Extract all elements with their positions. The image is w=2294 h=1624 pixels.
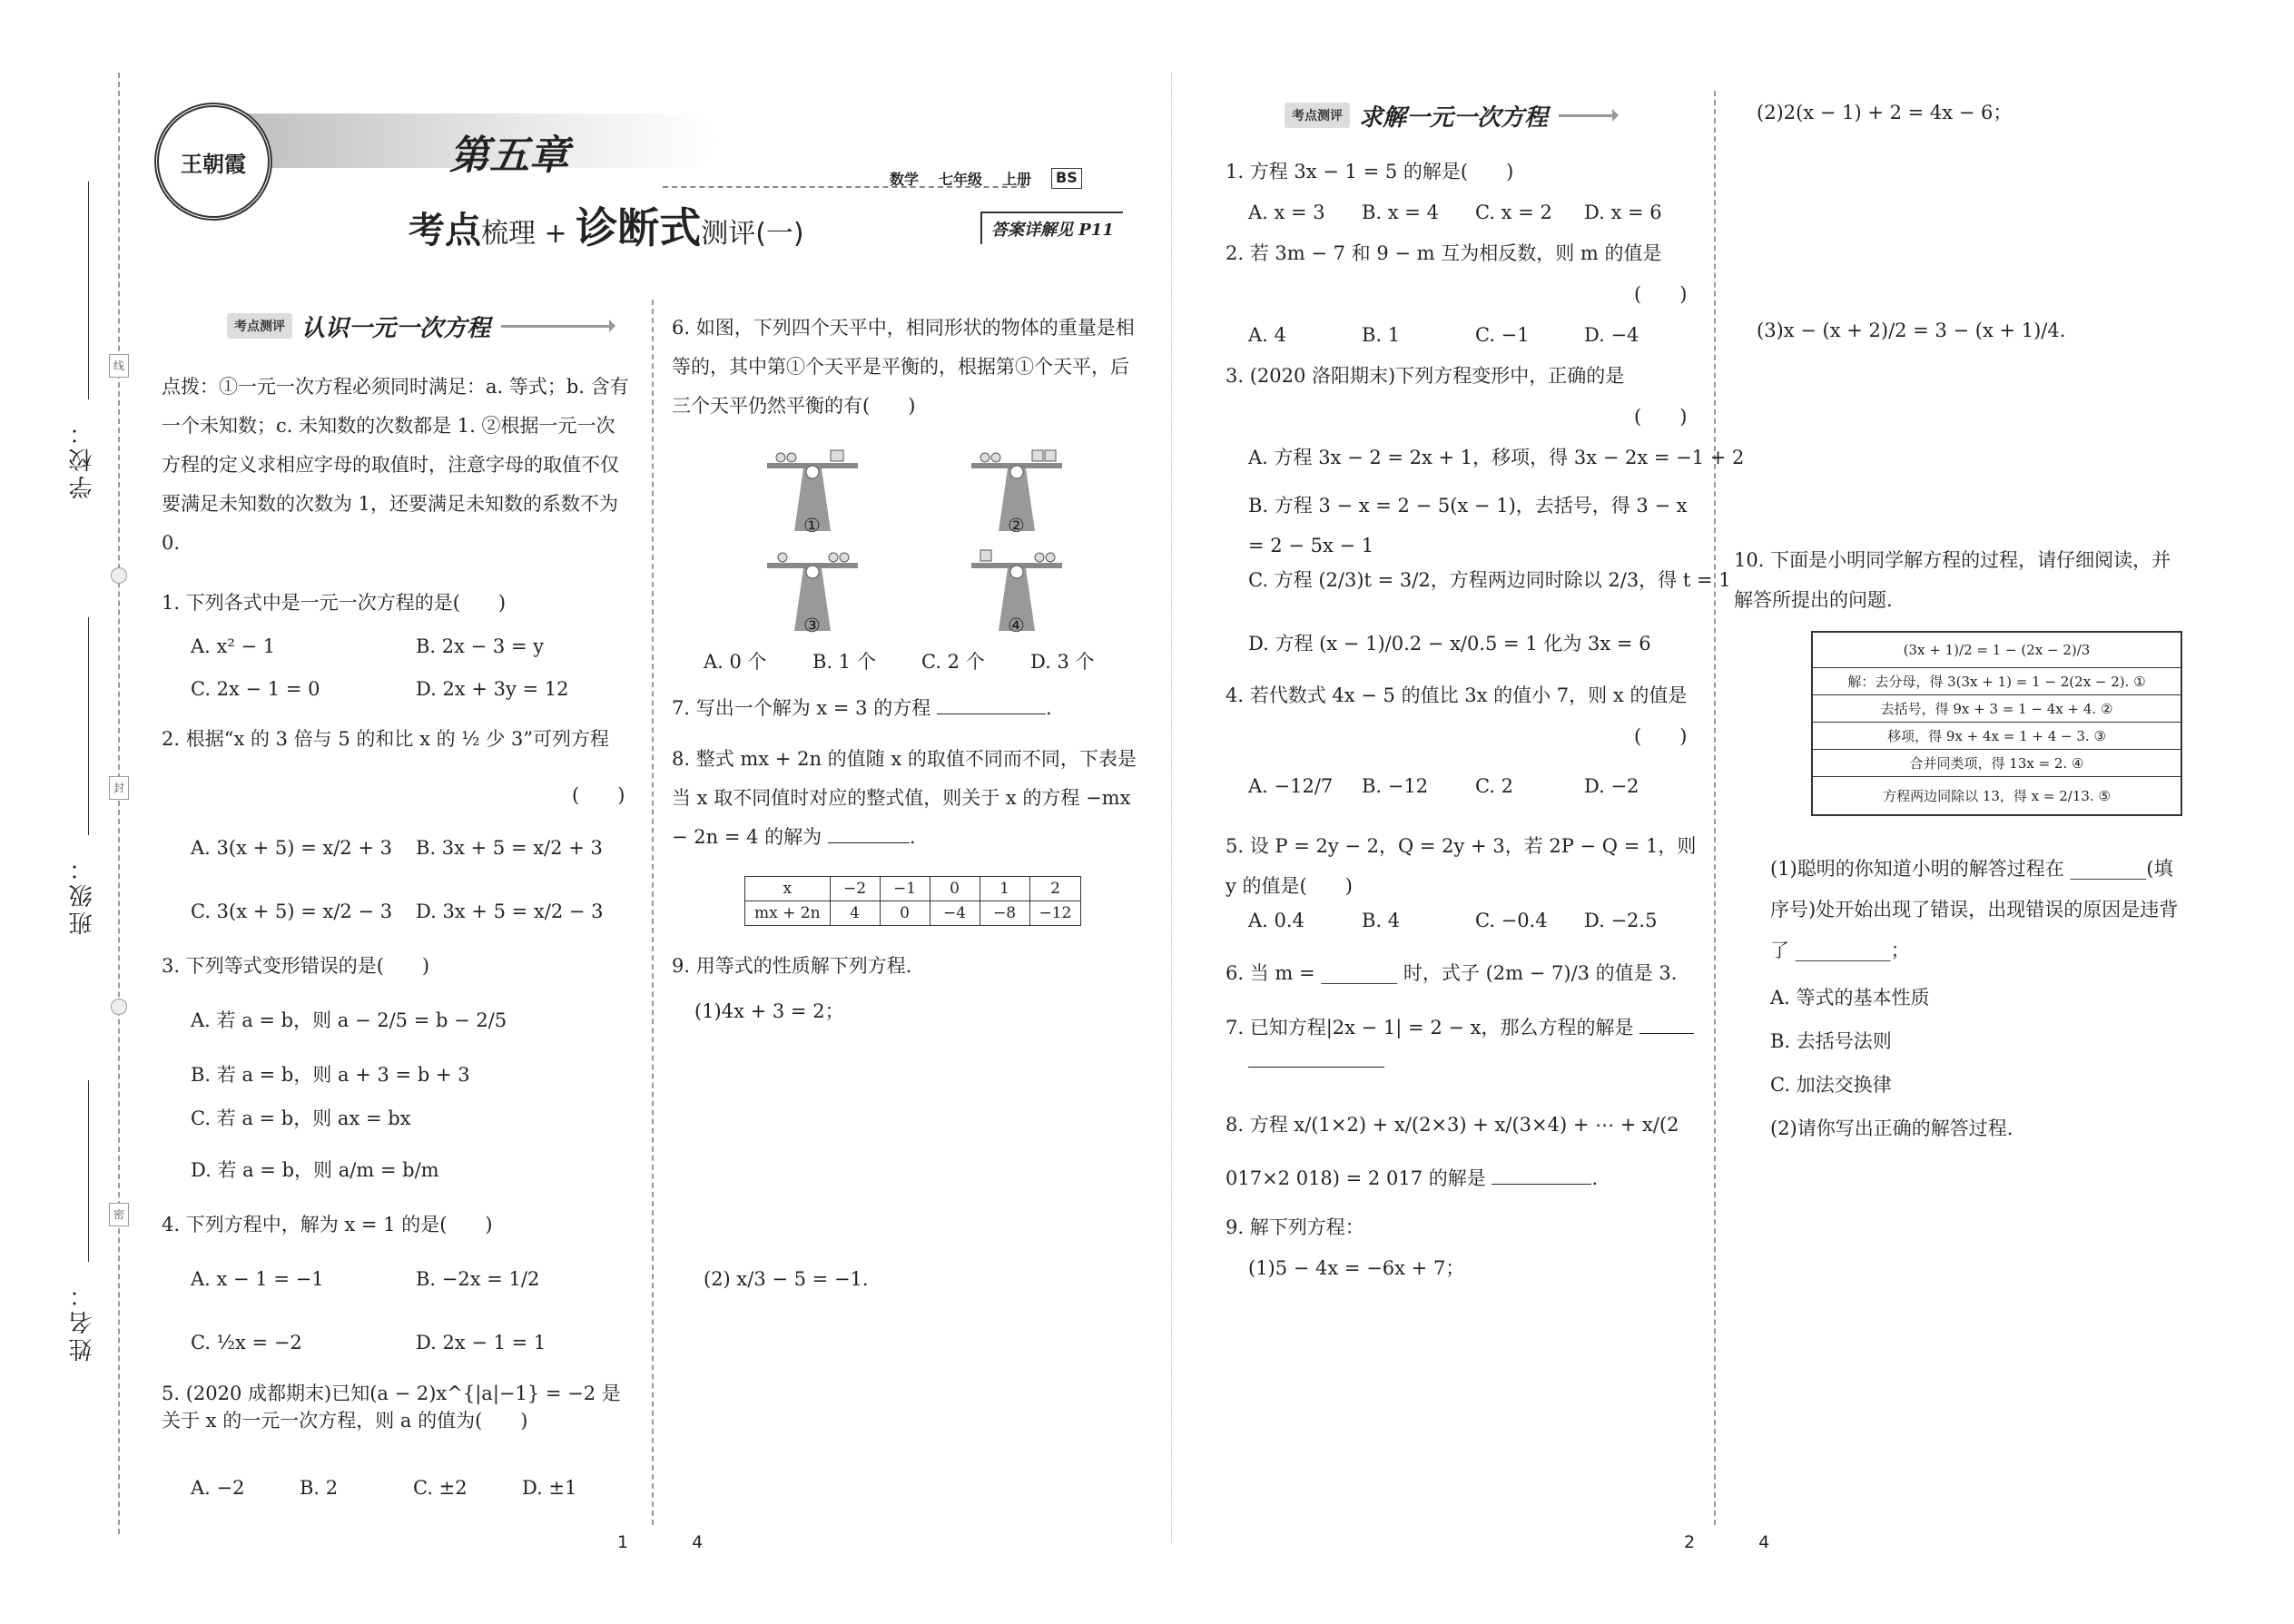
section-header-recognize: 考点测评 认识一元一次方程 (227, 309, 610, 343)
q7-answer-blank[interactable] (1639, 1033, 1694, 1034)
c1-q2-paren: ( ) (572, 784, 625, 806)
c3-q8: 8. 方程 x/(1×2) + x/(2×3) + x/(3×4) + ⋯ + x/(2 017×2 018) = 2 017 的解是 . (1226, 1114, 1679, 1189)
c4-q10: 10. 下面是小明同学解方程的过程，请仔细阅读，并解答所提出的问题. (1734, 549, 2171, 612)
c3-q4-opt-c[interactable]: C. 2 (1475, 775, 1514, 797)
center-divider (1171, 73, 1172, 1543)
c1-q1-opt-d[interactable]: D. 2x + 3y = 12 (416, 678, 569, 700)
school-label: 学校： (69, 418, 96, 499)
c1-q1-opt-b[interactable]: B. 2x − 3 = y (416, 635, 545, 657)
chapter-title: 第五章 (449, 133, 569, 179)
q8-answer-blank[interactable] (828, 842, 910, 843)
c3-q2-opt-b[interactable]: B. 1 (1362, 324, 1401, 346)
name-field[interactable] (88, 1080, 89, 1262)
c3-q4-paren: ( ) (1634, 725, 1688, 747)
c3-q1-opt-c[interactable]: C. x = 2 (1475, 202, 1552, 223)
c3-q1-opt-b[interactable]: B. x = 4 (1362, 202, 1439, 223)
c4-q10-2-answer-area[interactable] (1770, 1153, 2188, 1507)
binding-dashed-line (118, 73, 120, 1534)
brand-logo (154, 103, 272, 221)
c3-q2-opt-c[interactable]: C. −1 (1475, 324, 1530, 346)
c1-q5-opt-d[interactable]: D. ±1 (522, 1477, 577, 1499)
c1-q5-opt-b[interactable]: B. 2 (300, 1477, 339, 1499)
page-number-left: 1 4 (617, 1532, 704, 1552)
c2-q8: 8. 整式 mx + 2n 的值随 x 的取值不同而不同，下表是当 x 取不同值时对应的整式值，则关于 x 的方程 −mx − 2n = 4 的解为 . (672, 748, 1137, 849)
c3-q3-opt-b[interactable]: B. 方程 3 − x = 2 − 5(x − 1)，去括号，得 3 − x = 2 − 5x − 1 (1248, 495, 1688, 557)
c3-q9-1-answer-area[interactable] (1248, 1294, 1684, 1511)
c3-q4-opt-d[interactable]: D. −2 (1584, 775, 1639, 797)
c3-q2-paren: ( ) (1634, 283, 1688, 305)
c1-q2: 2. 根据“x 的 3 倍与 5 的和比 x 的 ½ 少 3”可列方程 (162, 728, 610, 750)
column-divider (652, 300, 654, 1525)
c4-q9-3-answer-area[interactable] (1757, 354, 2192, 527)
subject-tags: 数学 七年级 上册 BS (890, 168, 1082, 189)
c4-q9-2-answer-area[interactable] (1757, 136, 2192, 300)
binding-hole-icon (111, 999, 127, 1015)
c3-q2-opt-d[interactable]: D. −4 (1584, 324, 1639, 346)
c3-q4: 4. 若代数式 4x − 5 的值比 3x 的值小 7，则 x 的值是 (1226, 684, 1688, 706)
solution-row: 合并同类项，得 13x = 2. ④ (1813, 750, 2181, 777)
c3-q5-opt-c[interactable]: C. −0.4 (1475, 910, 1548, 931)
c1-q3-opt-b[interactable]: B. 若 a = b，则 a + 3 = b + 3 (191, 1064, 470, 1086)
class-label: 班级： (69, 853, 96, 935)
c1-q5-opt-a[interactable]: A. −2 (191, 1477, 245, 1499)
c1-q4: 4. 下列方程中，解为 x = 1 的是( ) (162, 1214, 493, 1235)
c3-q1: 1. 方程 3x − 1 = 5 的解是( ) (1226, 161, 1514, 182)
c3-q1-opt-d[interactable]: D. x = 6 (1584, 202, 1662, 223)
c1-q4-opt-a[interactable]: A. x − 1 = −1 (191, 1268, 324, 1290)
q9-2-answer-area[interactable] (694, 1307, 1130, 1507)
c3-q3-paren: ( ) (1634, 406, 1688, 428)
scale-label-4: ④ (1008, 615, 1025, 636)
c4-q10-opt-b[interactable]: B. 去括号法则 (1770, 1030, 1892, 1052)
c1-q2-opt-a[interactable]: A. 3(x + 5) = x/2 + 3 (191, 837, 392, 859)
school-field[interactable] (88, 182, 89, 399)
c1-q4-opt-b[interactable]: B. −2x = 1/2 (416, 1268, 540, 1290)
seal-mark-xian: 线 (109, 354, 129, 378)
scale-label-1: ① (803, 515, 821, 536)
table-row: mx + 2n 4 0 −4 −8 −12 (745, 901, 1081, 926)
c4-q10-1: (1)聪明的你知道小明的解答过程在 ________(填序号)处开始出现了错误，出现错误的原因是违背了 __________； (1770, 858, 2179, 962)
c1-q2-opt-c[interactable]: C. 3(x + 5) = x/2 − 3 (191, 901, 393, 922)
c3-q2-opt-a[interactable]: A. 4 (1248, 324, 1286, 346)
c1-q4-opt-d[interactable]: D. 2x − 1 = 1 (416, 1332, 546, 1353)
c2-q6-opt-a[interactable]: A. 0 个 (704, 651, 767, 673)
header-banner (136, 95, 1135, 259)
c1-q5: 5. (2020 成都期末)已知(a − 2)x^{|a|−1} = −2 是关于 x 的一元一次方程，则 a 的值为( ) (162, 1383, 621, 1432)
c1-q1-opt-a[interactable]: A. x² − 1 (191, 635, 276, 657)
column-divider (1714, 91, 1716, 1525)
c1-q4-opt-c[interactable]: C. ½x = −2 (191, 1332, 302, 1353)
table-row: x −2 −1 0 1 2 (745, 877, 1081, 901)
c1-q1: 1. 下列各式中是一元一次方程的是( ) (162, 592, 507, 614)
solution-row: 方程两边同除以 13，得 x = 2/13. ⑤ (1883, 788, 2111, 804)
c1-q3: 3. 下列等式变形错误的是( ) (162, 955, 430, 977)
c2-q6-opt-b[interactable]: B. 1 个 (812, 651, 876, 673)
section-arrow-icon (1559, 114, 1613, 117)
c3-q3-opt-c[interactable]: C. 方程 (2/3)t = 3/2，方程两边同时除以 2/3，得 t = 1 (1248, 569, 1731, 591)
solution-row: 移项，得 9x + 4x = 1 + 4 − 3. ③ (1813, 723, 2181, 750)
section-arrow-icon (501, 325, 610, 328)
c3-q3-opt-a[interactable]: A. 方程 3x − 2 = 2x + 1，移项，得 3x − 2x = −1 + 2 (1248, 447, 1745, 468)
solution-box (1811, 631, 2182, 816)
solution-row: 去括号，得 9x + 3 = 1 − 4x + 4. ② (1813, 695, 2181, 723)
c2-q9: 9. 用等式的性质解下列方程. (672, 955, 912, 977)
answer-reference: 答案详解见 P11 (980, 212, 1123, 244)
solution-row: (3x + 1)/2 = 1 − (2x − 2)/3 (1813, 633, 2181, 668)
seal-mark-feng: 封 (109, 776, 129, 800)
c3-q5-opt-b[interactable]: B. 4 (1362, 910, 1401, 931)
c3-q1-opt-a[interactable]: A. x = 3 (1248, 202, 1325, 223)
c2-q9-2: (2) x/3 − 5 = −1. (704, 1268, 869, 1290)
c4-q10-opt-a[interactable]: A. 等式的基本性质 (1770, 987, 1930, 1009)
c2-q6: 6. 如图，下列四个天平中，相同形状的物体的重量是相等的，其中第①个天平是平衡的，根据第①个天平，后三个天平仍然平衡的有( ) (672, 317, 1135, 418)
c3-q2: 2. 若 3m − 7 和 9 − m 互为相反数，则 m 的值是 (1226, 242, 1662, 264)
c1-q3-opt-d[interactable]: D. 若 a = b，则 a/m = b/m (191, 1159, 439, 1181)
seal-mark-mi: 密 (109, 1203, 129, 1226)
page-title: 考点梳理 + 诊断式测评(一) (409, 203, 804, 252)
tip-paragraph: 点拨：①一元一次方程必须同时满足：a. 等式；b. 含有一个未知数；c. 未知数的次数都是 1. ②根据一元一次方程的定义求相应字母的取值时，注意字母的取值不仅要满足未知数的次数为 1，还要满足未知数的系数不为 0. (162, 376, 629, 555)
binding-hole-icon (111, 567, 127, 584)
c3-q5-opt-d[interactable]: D. −2.5 (1584, 910, 1658, 931)
balance-scales-figure (763, 445, 1108, 635)
c2-q6-opt-d[interactable]: D. 3 个 (1030, 651, 1095, 673)
c1-q1-opt-c[interactable]: C. 2x − 1 = 0 (191, 678, 320, 700)
c3-q4-opt-a[interactable]: A. −12/7 (1248, 775, 1334, 797)
value-table (744, 876, 1081, 926)
c3-q3: 3. (2020 洛阳期末)下列方程变形中，正确的是 (1226, 365, 1625, 387)
section-header-solve: 考点测评 求解一元一次方程 (1285, 98, 1613, 133)
c1-q3-opt-c[interactable]: C. 若 a = b，则 ax = bx (191, 1107, 411, 1129)
c3-q4-opt-b[interactable]: B. −12 (1362, 775, 1429, 797)
name-label: 姓名： (69, 1280, 96, 1362)
c3-q5: 5. 设 P = 2y − 2，Q = 2y + 3，若 2P − Q = 1，则 y 的值是( ) (1226, 835, 1697, 898)
q8-answer-blank[interactable] (1492, 1184, 1591, 1185)
class-field[interactable] (88, 617, 89, 835)
c1-q2-opt-d[interactable]: D. 3x + 5 = x/2 − 3 (416, 901, 604, 922)
page-number-right: 2 4 (1684, 1532, 1770, 1552)
c2-q9-1: (1)4x + 3 = 2； (694, 1000, 844, 1022)
balance-scales-svg (763, 445, 1108, 635)
q7-answer-blank-cont[interactable] (1248, 1067, 1384, 1068)
c3-q6: 6. 当 m = ________ 时，式子 (2m − 7)/3 的值是 3. (1226, 962, 1678, 984)
c4-q10-2: (2)请你写出正确的解答过程. (1770, 1117, 2013, 1139)
q9-1-answer-area[interactable] (694, 1035, 1130, 1253)
scale-label-3: ③ (803, 615, 821, 636)
c4-q9-3: (3)x − (x + 2)/2 = 3 − (x + 1)/4. (1757, 320, 2066, 341)
c1-q5-opt-c[interactable]: C. ±2 (413, 1477, 468, 1499)
c3-q3-opt-d[interactable]: D. 方程 (x − 1)/0.2 − x/0.5 = 1 化为 3x = 6 (1248, 633, 1651, 655)
c3-q9: 9. 解下列方程： (1226, 1216, 1364, 1238)
solution-row: 解：去分母，得 3(3x + 1) = 1 − 2(2x − 2). ① (1813, 668, 2181, 695)
scale-label-2: ② (1008, 515, 1025, 536)
banner-dashed-line (663, 186, 1026, 188)
c3-q9-1: (1)5 − 4x = −6x + 7； (1248, 1257, 1465, 1279)
c1-q3-opt-a[interactable]: A. 若 a = b，则 a − 2/5 = b − 2/5 (191, 1009, 507, 1031)
c2-q7: 7. 写出一个解为 x = 3 的方程 . (672, 697, 1052, 719)
c3-q5-opt-a[interactable]: A. 0.4 (1248, 910, 1305, 931)
c3-q7: 7. 已知方程|2x − 1| = 2 − x，那么方程的解是 (1226, 1015, 1694, 1040)
brand-logo-text: 王朝霞 (181, 150, 246, 177)
c2-q6-opt-c[interactable]: C. 2 个 (921, 651, 985, 673)
c4-q10-opt-c[interactable]: C. 加法交换律 (1770, 1074, 1892, 1096)
c4-q9-2: (2)2(x − 1) + 2 = 4x − 6； (1757, 102, 2013, 123)
c1-q2-opt-b[interactable]: B. 3x + 5 = x/2 + 3 (416, 837, 603, 859)
